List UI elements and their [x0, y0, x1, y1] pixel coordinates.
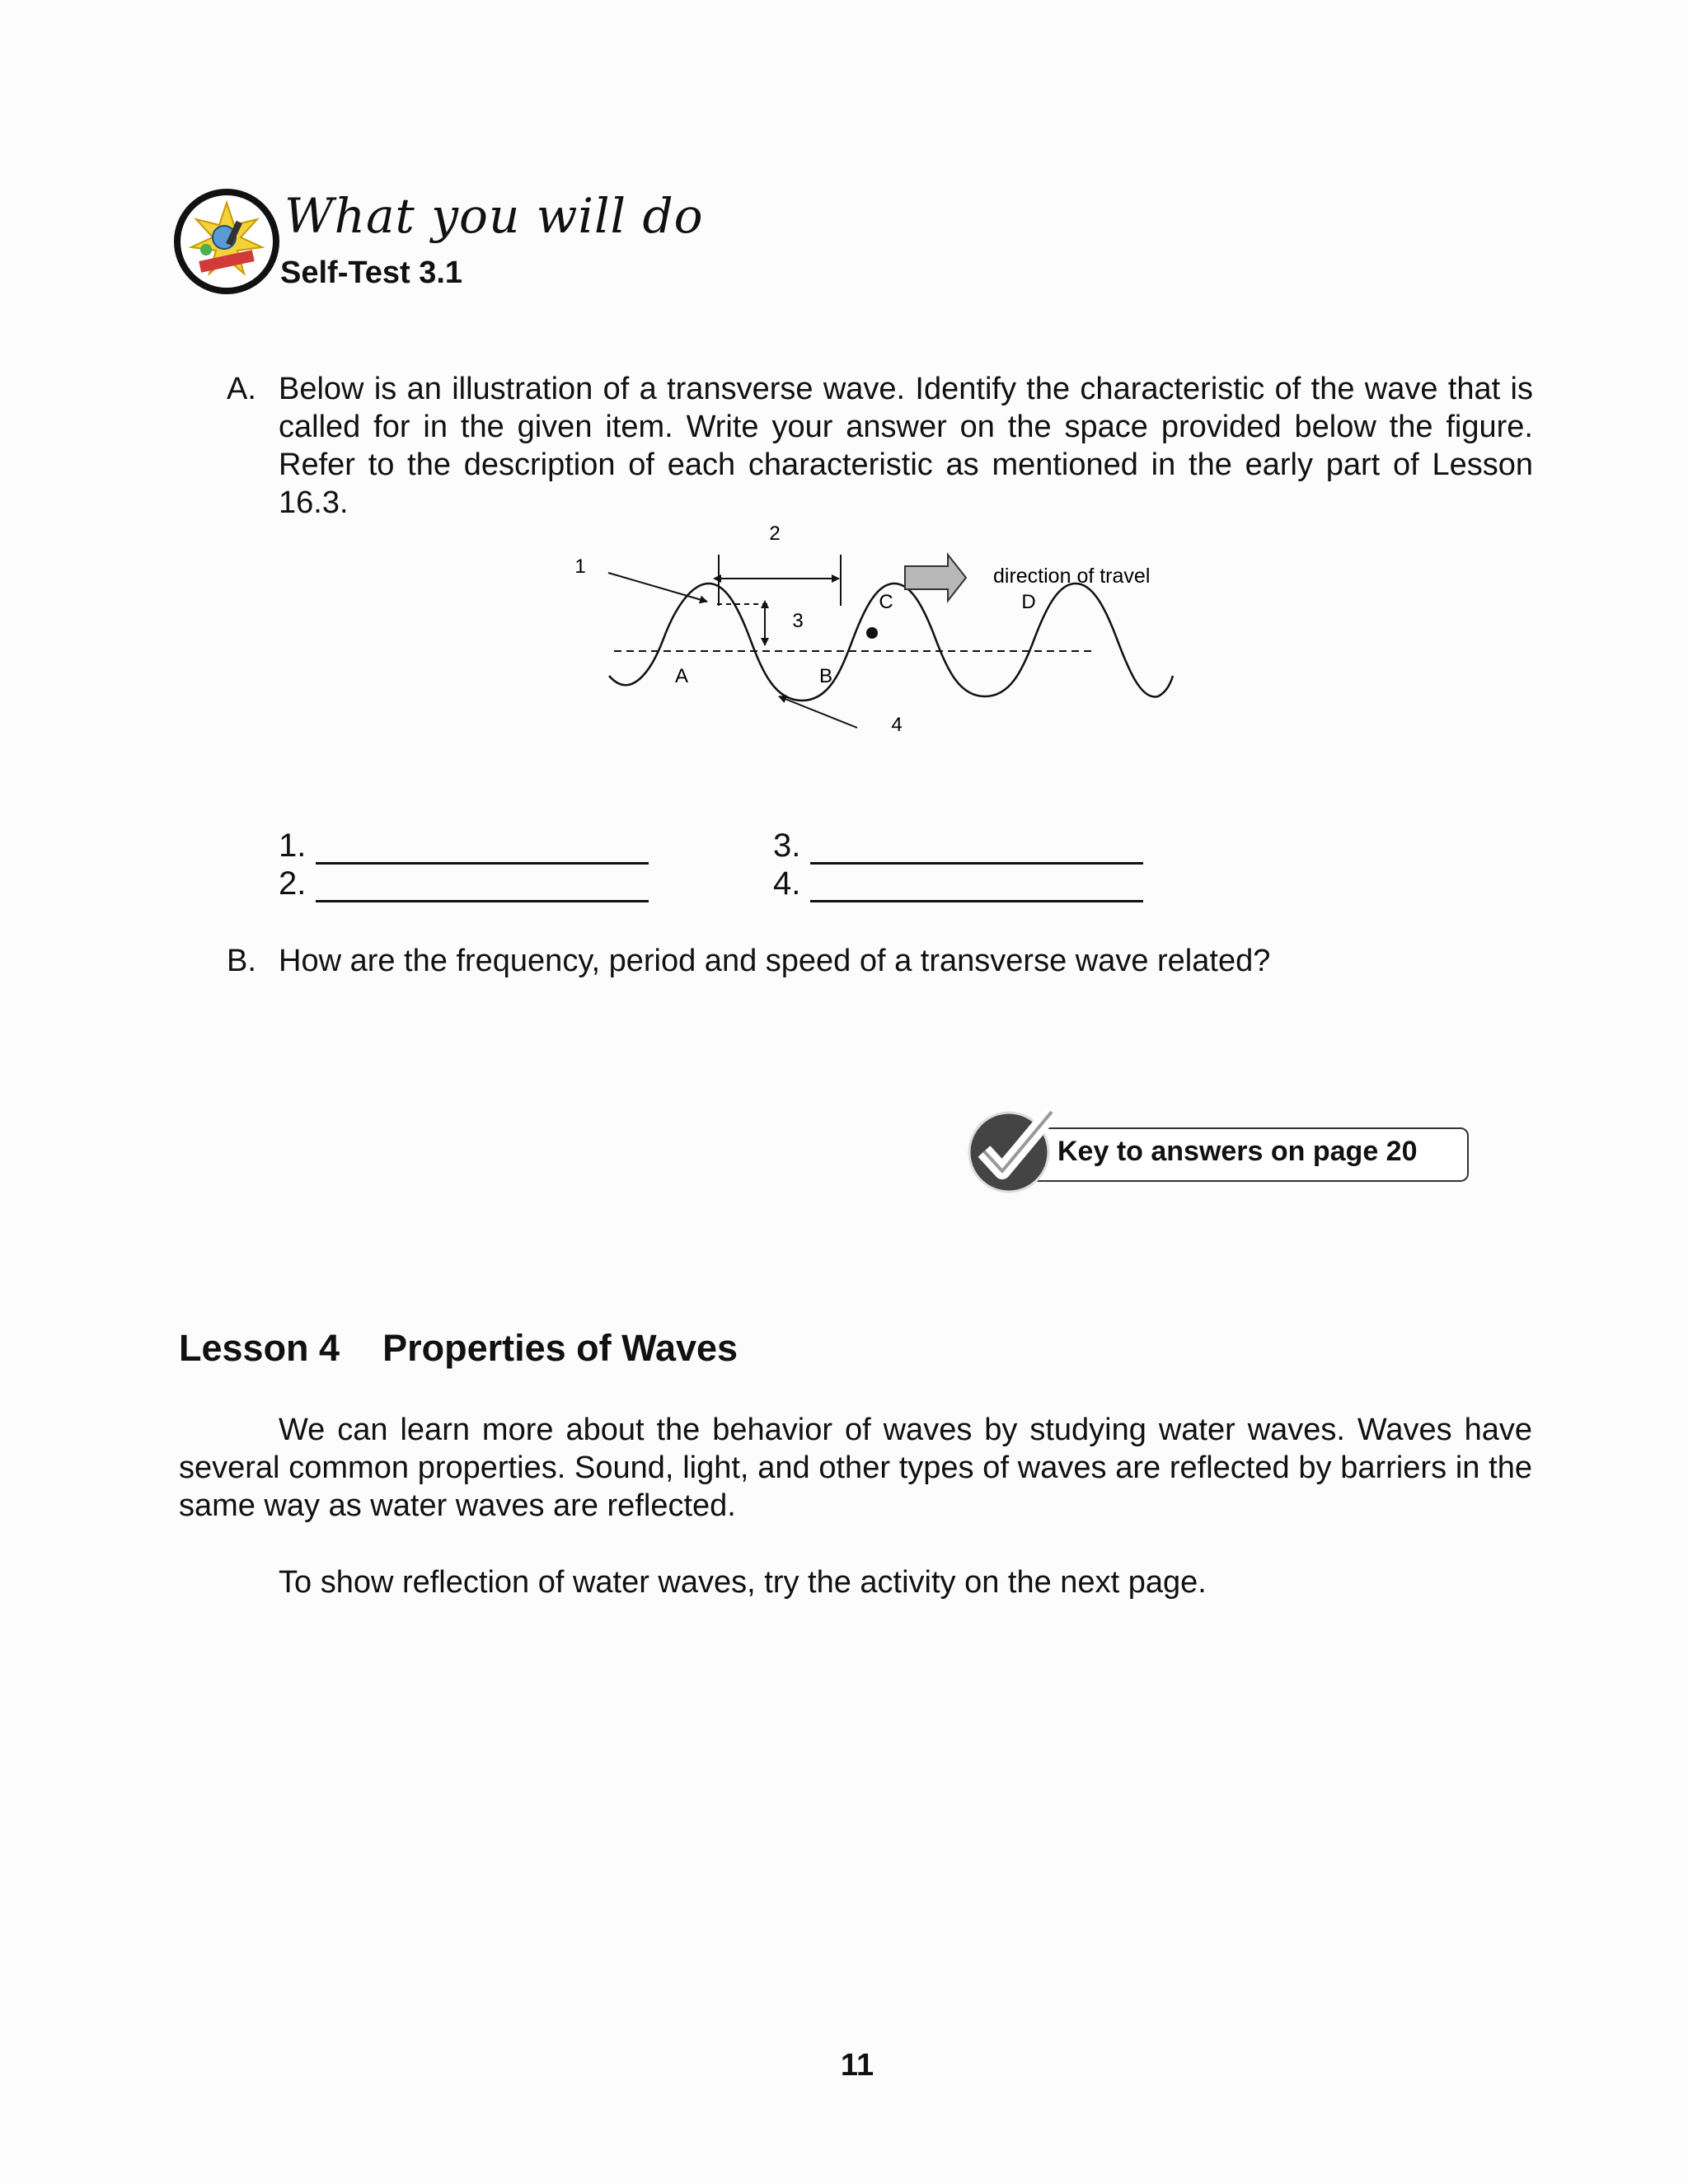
section-title: What you will do: [284, 188, 704, 244]
pointer-1: [608, 573, 707, 602]
label-A: A: [674, 665, 689, 687]
label-2: 2: [769, 523, 781, 545]
science-tools-icon: [173, 188, 280, 295]
direction-arrow-icon: [905, 555, 966, 601]
lesson-title: Properties of Waves: [382, 1327, 738, 1369]
answer-number: 1.: [279, 827, 307, 864]
pointer-4: [779, 696, 857, 728]
answer-blank-1[interactable]: [279, 827, 649, 865]
answer-number: 3.: [773, 827, 801, 864]
direction-label: direction of travel: [993, 565, 1151, 588]
answer-line[interactable]: [810, 872, 1143, 902]
question-b-letter: B.: [227, 944, 256, 978]
question-b-text: How are the frequency, period and speed of a transverse wave related?: [279, 944, 1271, 978]
answer-number: 2.: [279, 865, 307, 902]
lesson-paragraph-2: To show reflection of water waves, try the activity on the next page.: [279, 1565, 1207, 1600]
lesson-heading: [179, 1327, 738, 1370]
question-a-text: Below is an illustration of a transverse wave. Identify the characteristic of the wave that is called for in the given item. Write your answer on the space provided below the figure. Refer to the description of each characteristic as mentioned in the early part of Lesson 16.3.: [279, 372, 1533, 520]
checkmark-icon: [966, 1100, 1061, 1195]
question-a-letter: A.: [227, 372, 256, 406]
label-1: 1: [574, 555, 586, 578]
lesson-paragraph-1: We can learn more about the behavior of waves by studying water waves. Waves have several common properties. Sound, light, and other types of waves are reflected by barriers in the same way as water waves are reflected.: [179, 1413, 1532, 1523]
label-4: 4: [891, 714, 903, 736]
label-B: B: [818, 665, 833, 687]
transverse-wave-figure: [574, 523, 1179, 746]
answer-line[interactable]: [316, 834, 649, 865]
label-C: C: [879, 591, 893, 613]
answer-blank-2[interactable]: [279, 865, 649, 902]
answer-line[interactable]: [316, 872, 649, 902]
page-number: 11: [840, 2048, 874, 2083]
answer-line[interactable]: [810, 834, 1143, 865]
answer-blank-3[interactable]: [773, 827, 1143, 865]
particle-dot: [866, 627, 878, 639]
label-D: D: [1021, 591, 1036, 613]
self-test-label: Self-Test 3.1: [280, 255, 463, 290]
label-3: 3: [792, 610, 804, 632]
answer-key-label: Key to answers on page 20: [1057, 1136, 1418, 1167]
answer-number: 4.: [773, 865, 801, 902]
answer-blank-4[interactable]: [773, 865, 1143, 902]
lesson-number: Lesson 4: [179, 1327, 340, 1369]
